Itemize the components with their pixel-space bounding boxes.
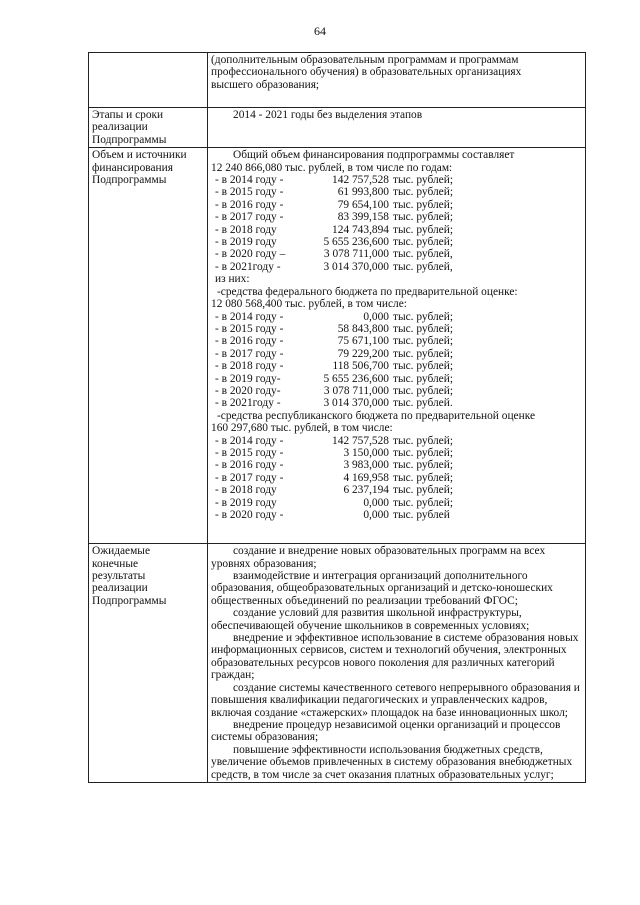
- year-amount-row: [211, 348, 582, 360]
- year-label: - в 2015 году -: [215, 322, 284, 335]
- republic-by-year-list: [211, 435, 582, 522]
- year-label: - в 2015 году -: [215, 186, 284, 199]
- amount-value: 3 014 370,000: [323, 260, 389, 273]
- result-paragraph: взаимодействие и интеграция организаций дополнительного образования, общеобразовательных организаций и детско-юношеских общественных объединений по реализации требований ФГОС;: [211, 570, 553, 607]
- stages-label-line: реализации: [92, 121, 148, 134]
- year-label: - в 2019 году-: [215, 372, 281, 385]
- amount-value: 79 229,200: [337, 347, 389, 360]
- table-row-intro: [89, 53, 586, 108]
- result-paragraph: внедрение процедур независимой оценки организаций и процессов системы образования;: [211, 718, 561, 744]
- unit-label: тыс. рублей,: [393, 260, 453, 273]
- unit-label: тыс. рублей;: [393, 335, 453, 348]
- finance-label-line: Подпрограммы: [92, 174, 167, 187]
- year-amount-row: [211, 472, 582, 484]
- unit-label: тыс. рублей;: [393, 496, 453, 509]
- year-amount-row: [211, 248, 582, 260]
- amount-value: 3 078 711,000: [323, 384, 389, 397]
- unit-label: тыс. рублей;: [393, 484, 453, 497]
- unit-label: тыс. рублей;: [393, 347, 453, 360]
- year-amount-row: [211, 323, 582, 335]
- year-amount-row: [211, 311, 582, 323]
- result-paragraph: внедрение и эффективное использование в системе образования новых информационных сервисов, систем и технологий обучения, электронных образовательных ресурсов нового поколения для различных категорий граждан;: [211, 632, 579, 682]
- finance-label-line: финансирования: [92, 161, 173, 174]
- year-amount-row: [211, 509, 582, 521]
- unit-label: тыс. рублей;: [393, 372, 453, 385]
- year-amount-row: [211, 373, 582, 385]
- amount-value: 118 506,700: [332, 360, 389, 373]
- year-label: - в 2020 году-: [215, 384, 281, 397]
- results-label-cell: [89, 544, 208, 783]
- year-label: - в 2014 году -: [215, 174, 284, 187]
- unit-label: тыс. рублей.: [393, 397, 453, 410]
- year-label: - в 2016 году -: [215, 335, 284, 348]
- year-amount-row: [211, 397, 582, 409]
- amount-value: 0,000: [363, 496, 389, 509]
- amount-value: 3 983,000: [343, 459, 389, 472]
- unit-label: тыс. рублей;: [393, 446, 453, 459]
- unit-label: тыс. рублей;: [393, 360, 453, 373]
- results-label-line: Ожидаемые: [92, 545, 151, 558]
- unit-label: тыс. рублей,: [393, 248, 453, 261]
- unit-label: тыс. рублей;: [393, 211, 453, 224]
- intro-line: (дополнительным образовательным программам и программам: [211, 54, 519, 66]
- unit-label: тыс. рублей;: [393, 223, 453, 236]
- unit-label: тыс. рублей;: [393, 186, 453, 199]
- year-amount-row: [211, 199, 582, 211]
- year-amount-row: [211, 224, 582, 236]
- unit-label: тыс. рублей;: [393, 198, 453, 211]
- year-label: - в 2020 году -: [215, 509, 284, 521]
- finance-total-line: Общий объем финансирования подпрограммы составляет: [233, 149, 515, 162]
- year-label: - в 2018 году: [215, 484, 277, 497]
- finance-label-cell: [89, 148, 208, 544]
- amount-value: 58 843,800: [337, 322, 389, 335]
- year-label: - в 2014 году -: [215, 434, 284, 447]
- year-amount-row: [211, 186, 582, 198]
- amount-value: 6 237,194: [343, 484, 389, 497]
- federal-budget-line: 12 080 568,400 тыс. рублей, в том числе:: [211, 298, 407, 311]
- year-label: - в 2020 году –: [215, 248, 286, 261]
- amount-value: 0,000: [363, 509, 389, 521]
- table-row-results: [89, 544, 586, 783]
- year-label: - в 2016 году -: [215, 198, 284, 211]
- year-amount-row: [211, 497, 582, 509]
- year-amount-row: [211, 459, 582, 471]
- year-amount-row: [211, 335, 582, 347]
- year-amount-row: [211, 261, 582, 273]
- year-label: - в 2019 году: [215, 496, 277, 509]
- subprogram-passport-table: [88, 52, 586, 783]
- stages-label-line: Этапы и сроки: [92, 109, 164, 121]
- year-label: - в 2018 году: [215, 223, 277, 236]
- results-label-line: конечные: [92, 557, 139, 570]
- year-amount-row: [211, 174, 582, 186]
- amount-value: 61 993,800: [337, 186, 389, 199]
- year-label: - в 2021году -: [215, 397, 281, 410]
- unit-label: тыс. рублей: [393, 509, 450, 521]
- results-cell: [208, 544, 586, 783]
- results-label-line: Подпрограммы: [92, 594, 167, 607]
- year-amount-row: [211, 484, 582, 496]
- amount-value: 83 399,158: [337, 211, 389, 224]
- year-amount-row: [211, 435, 582, 447]
- stages-label-line: Подпрограммы: [92, 133, 167, 146]
- result-paragraph: создание и внедрение новых образовательных программ на всех уровнях образования;: [211, 545, 546, 570]
- year-label: - в 2017 году -: [215, 471, 284, 484]
- page-number: 64: [314, 24, 326, 38]
- amount-value: 124 743,894: [332, 223, 389, 236]
- amount-value: 3 150,000: [343, 446, 389, 459]
- results-label-line: реализации: [92, 582, 148, 595]
- unit-label: тыс. рублей;: [393, 434, 453, 447]
- unit-label: тыс. рублей;: [393, 236, 453, 249]
- intro-cell: [208, 53, 586, 108]
- year-amount-row: [211, 447, 582, 459]
- finance-total-line: 12 240 866,080 тыс. рублей, в том числе по годам:: [211, 161, 453, 174]
- amount-value: 79 654,100: [337, 198, 389, 211]
- year-label: - в 2017 году -: [215, 347, 284, 360]
- year-label: - в 2017 году -: [215, 211, 284, 224]
- year-label: - в 2015 году -: [215, 446, 284, 459]
- amount-value: 4 169,958: [343, 471, 389, 484]
- unit-label: тыс. рублей;: [393, 310, 453, 323]
- year-label: - в 2021году -: [215, 260, 281, 273]
- republic-budget-line: -средства республиканского бюджета по предварительной оценке: [217, 409, 536, 422]
- amount-value: 3 078 711,000: [323, 248, 389, 261]
- stages-label-cell: [89, 108, 208, 148]
- intro-line: высшего образования;: [211, 78, 320, 91]
- stages-text: 2014 - 2021 годы без выделения этапов: [233, 109, 423, 121]
- result-paragraph: создание системы качественного сетевого непрерывного образования и повышения квалификации педагогических и управленческих кадров, включая создание «стажерских» площадок на базе инновационных школ;: [211, 681, 580, 719]
- amount-value: 0,000: [363, 310, 389, 323]
- stages-cell: [208, 108, 586, 148]
- year-label: - в 2014 году -: [215, 310, 284, 323]
- amount-value: 142 757,528: [332, 174, 389, 187]
- results-label-line: результаты: [92, 570, 146, 583]
- year-label: - в 2018 году -: [215, 360, 284, 373]
- label-cell-empty: [89, 53, 208, 108]
- finance-cell: [208, 148, 586, 544]
- year-amount-row: [211, 211, 582, 223]
- year-label: - в 2016 году -: [215, 459, 284, 472]
- intro-line: профессионального обучения) в образовательных организациях: [211, 66, 522, 79]
- total-by-year-list: [211, 174, 582, 273]
- unit-label: тыс. рублей;: [393, 459, 453, 472]
- amount-value: 3 014 370,000: [323, 397, 389, 410]
- amount-value: 75 671,100: [337, 335, 389, 348]
- unit-label: тыс. рублей;: [393, 322, 453, 335]
- amount-value: 142 757,528: [332, 434, 389, 447]
- amount-value: 5 655 236,600: [323, 236, 389, 249]
- federal-budget-line: -средства федерального бюджета по предварительной оценке:: [217, 285, 518, 298]
- year-amount-row: [211, 236, 582, 248]
- unit-label: тыс. рублей;: [393, 174, 453, 187]
- year-amount-row: [211, 360, 582, 372]
- republic-budget-line: 160 297,680 тыс. рублей, в том числе:: [211, 422, 393, 435]
- of-them-label: из них:: [215, 273, 250, 286]
- amount-value: 5 655 236,600: [323, 372, 389, 385]
- table-row-stages: [89, 108, 586, 148]
- federal-by-year-list: [211, 311, 582, 410]
- unit-label: тыс. рублей;: [393, 384, 453, 397]
- unit-label: тыс. рублей;: [393, 471, 453, 484]
- result-paragraph: повышение эффективности использования бюджетных средств, увеличение объемов привлеченных в систему образования внебюджетных средств, в том числе за счет оказания платных образовательных услуг;: [211, 743, 573, 781]
- year-label: - в 2019 году: [215, 236, 277, 249]
- result-paragraph: создание условий для развития школьной инфраструктуры, обеспечивающей обучение школьников в современных условиях;: [211, 607, 530, 632]
- year-amount-row: [211, 385, 582, 397]
- finance-label-line: Объем и источники: [92, 149, 187, 162]
- table-row-finance: [89, 148, 586, 544]
